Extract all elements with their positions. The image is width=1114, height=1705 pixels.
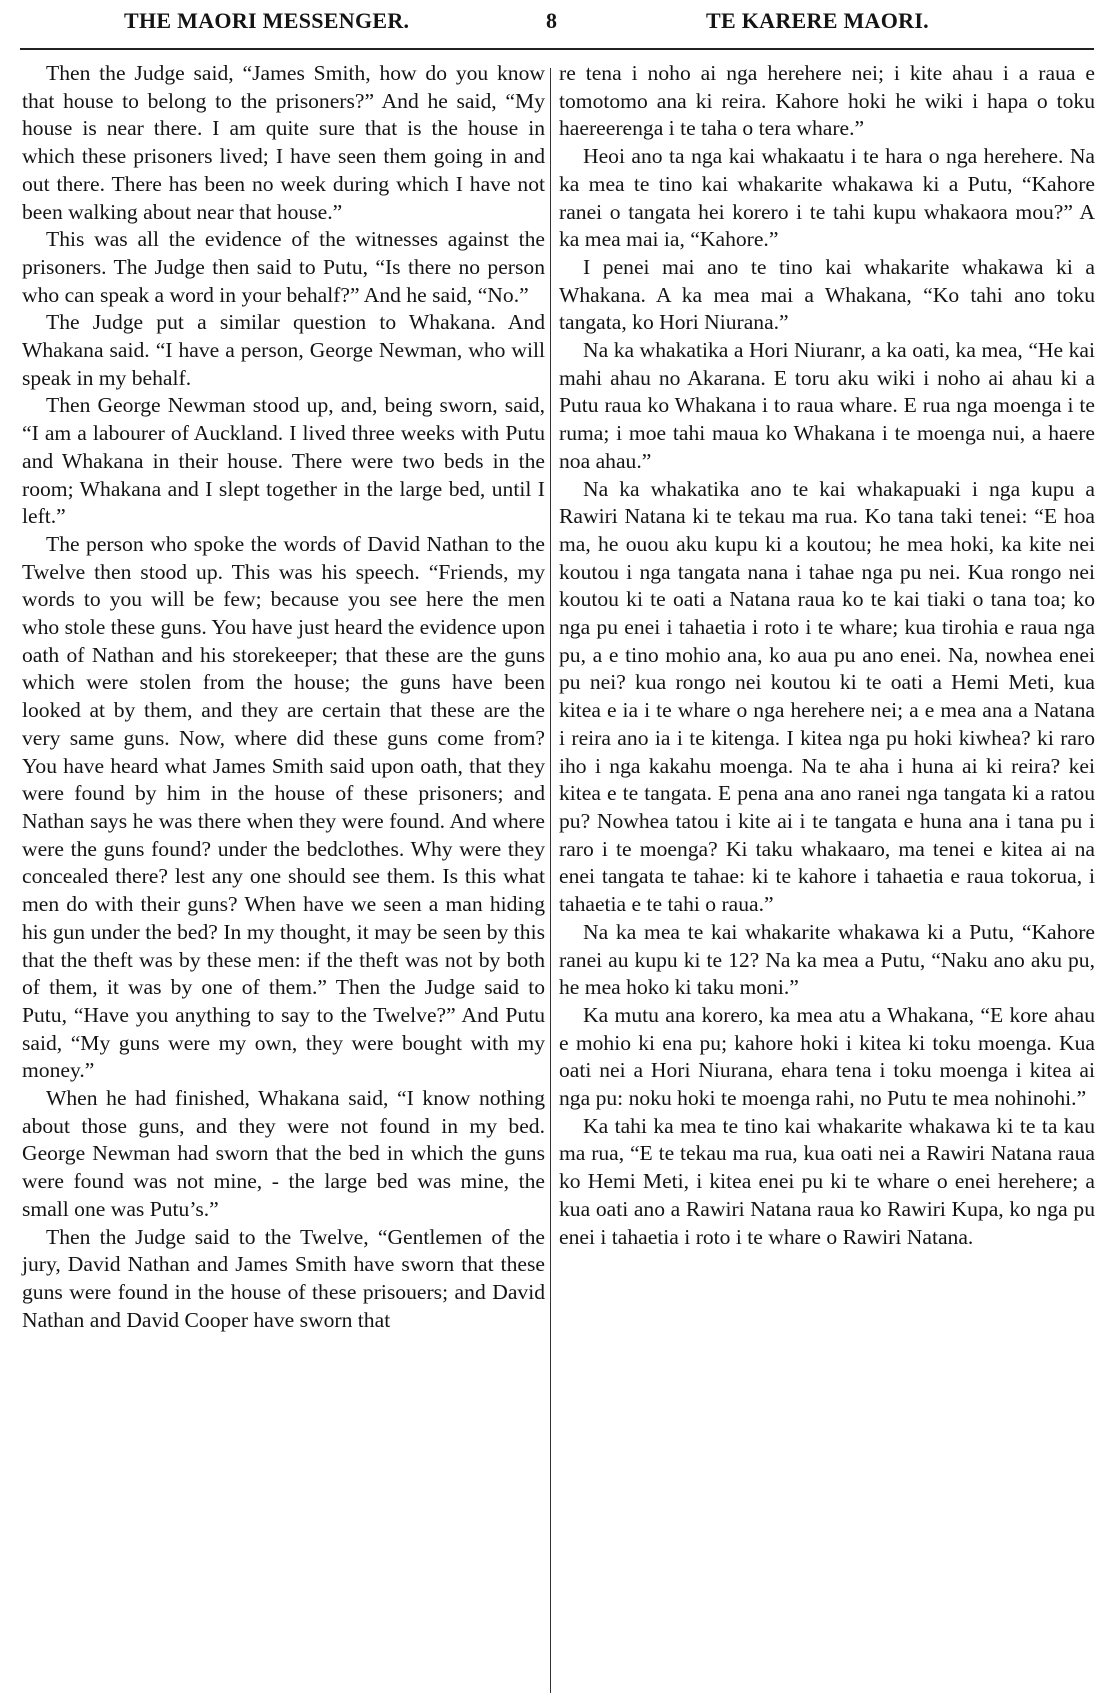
maori-paragraph: Na ka whakatika ano te kai whakapuaki i nga kupu a Rawiri Natana ki te tekau ma rua. Ko tana taki tenei: “E hoa ma, he ouou aku kupu ki a koutou; he mea hoki, ka kite nei koutou i nga tangata nana i tahae nga pu nei. Kua rongo nei koutou ki te oati a Natana raua ko te kai tiaki o tana toa; ko nga pu enei i tahaetia i roto i te whare; kua tirohia e raua nga pu, a e tino mohio ana, ko aua pu ano enei. Na, nowhea enei pu nei? kua rongo nei koutou ki te oati a Hemi Meti, kua kitea e ia i te whare o nga herehere nei; a e mea ana a Natana i reira ano ia i te kitenga. I kitea nga pu hoki kiwhea? ki raro iho i nga kakahu moenga. Na te aha i huna ai ki reira? kei kitea e te tangata. E pena ana ano ranei nga tangata ki a ratou pu? Nowhea tatou i kite ai i te tangata e huna ana i tana pu i raro i te moenga? Ki taku whakaaro, ma tenei e kitea ai na enei tangata te tahae: ki te kahore i tahaetia e raua tokorua, i tahaetia e te tahi o raua.” (559, 476, 1095, 917)
maori-paragraph: I penei mai ano te tino kai whakarite whakawa ki a Whakana. A ka mea mai a Whakana, “Ko tahi ano toku tangata, ko Hori Niurana.” (559, 254, 1095, 335)
page-header (18, 4, 1096, 44)
header-english-title: THE MAORI MESSENGER. (124, 8, 410, 33)
header-maori-title: TE KARERE MAORI. (706, 8, 929, 33)
header-rule (20, 48, 1094, 50)
maori-paragraph: Ka tahi ka mea te tino kai whakarite whakawa ki te ta kau ma rua, “E te tekau ma rua, kua oati nei a Rawiri Natana raua ko Hemi Meti, i kitea enei pu ki te whare o enei herehere; a kua oati ano a Rawiri Natana raua ko Rawiri Kupa, ko nga pu enei i tahaetia i roto i te whare o Rawiri Natana. (559, 1113, 1095, 1249)
maori-paragraph: Heoi ano ta nga kai whakaatu i te hara o nga herehere. Na ka mea te tino kai whakarite whakawa ki a Putu, “Kahore ranei o tangata hei korero i te tahi kupu whakaora mou?” A ka mea mai ia, “Kahore.” (559, 144, 1095, 252)
english-paragraph: When he had finished, Whakana said, “I know nothing about those guns, and they were not found in my bed. George Newman had sworn that the bed in which the guns were found was not mine, - the large bed was mine, the small one was Putu’s.” (22, 1086, 545, 1221)
maori-paragraph: re tena i noho ai nga herehere nei; i kite ahau i a raua e tomotomo ana ki reira. Kahore hoki he wiki i hapa o toku haereerenga i te taha o tera whare.” (559, 61, 1095, 141)
maori-paragraph: Ka mutu ana korero, ka mea atu a Whakana, “E kore ahau e mohio ki ena pu; kahore hoki i kitea ki toku moenga. Kua oati nei a Hori Niurana, ehara tena i toku moenga i kitea ai nga pu: noku hoki te moenga rahi, no Putu te mea nohinohi.” (559, 1002, 1095, 1111)
maori-paragraph: Na ka mea te kai whakarite whakawa ki a Putu, “Kahore ranei au kupu ki te 12? Na ka mea a Putu, “Naku ano aku pu, he mea hoko ki taku moni.” (559, 919, 1095, 1000)
english-paragraph: The person who spoke the words of David Nathan to the Twelve then stood up. This was his speech. “Friends, my words to you will be few; because you see here the men who stole these guns. You have just heard the evidence upon oath of Nathan and his storekeeper; that these are the guns which were stolen from the house; the guns have been looked at by them, and they are certain that these are the very same guns. Now, where did these guns come from? You have heard what James Smith said upon oath, that they were found by him in the house of these prisoners; and Nathan says he was there when they were found. And where were the guns found? under the bedclothes. Why were they concealed there? lest any one should see them. Is this what men do with their guns? When have we seen a man hiding his gun under the bed? In my thought, it may be seen by this that the theft was by these men: if the theft was not by both of them, it was by one of them.” Then the Judge said to Putu, “Have you anything to say to the Twelve?” And Putu said, “My guns were my own, they were bought with my money.” (22, 531, 545, 1083)
maori-paragraph: Na ka whakatika a Hori Niuranr, a ka oati, ka mea, “He kai mahi ahau no Akarana. E toru aku wiki i noho ai ahau ki a Putu raua ko Whakana i to raua whare. E rua nga moenga i te ruma; i moe tahi maua ko Whakana i te moenga nui, a haere noa ahau.” (559, 338, 1095, 473)
english-paragraph: This was all the evidence of the witnesses against the prisoners. The Judge then said to Putu, “Is there no person who can speak a word in your behalf?” And he said, “No.” (22, 227, 545, 307)
page-number: 8 (546, 8, 558, 33)
maori-column (559, 60, 1095, 1251)
english-paragraph: Then the Judge said to the Twelve, “Gentlemen of the jury, David Nathan and James Smith have sworn that these guns were found in the house of these prisouers; and David Nathan and David Cooper have sworn that (22, 1224, 545, 1332)
english-column (22, 60, 545, 1334)
english-paragraph: The Judge put a similar question to Whakana. And Whakana said. “I have a person, George Newman, who will speak in my behalf. (22, 310, 545, 390)
english-paragraph: Then George Newman stood up, and, being sworn, said, “I am a labourer of Auckland. I lived three weeks with Putu and Whakana in their house. There were two beds in the room; Whakana and I slept together in the large bed, until I left.” (22, 393, 545, 529)
english-paragraph: Then the Judge said, “James Smith, how do you know that house to belong to the prisoners?” And he said, “My house is near there. I am quite sure that is the house in which these prisoners lived; I have seen them going in and out there. There has been no week during which I have not been walking about near that house.” (22, 61, 545, 224)
column-divider (550, 68, 551, 1693)
